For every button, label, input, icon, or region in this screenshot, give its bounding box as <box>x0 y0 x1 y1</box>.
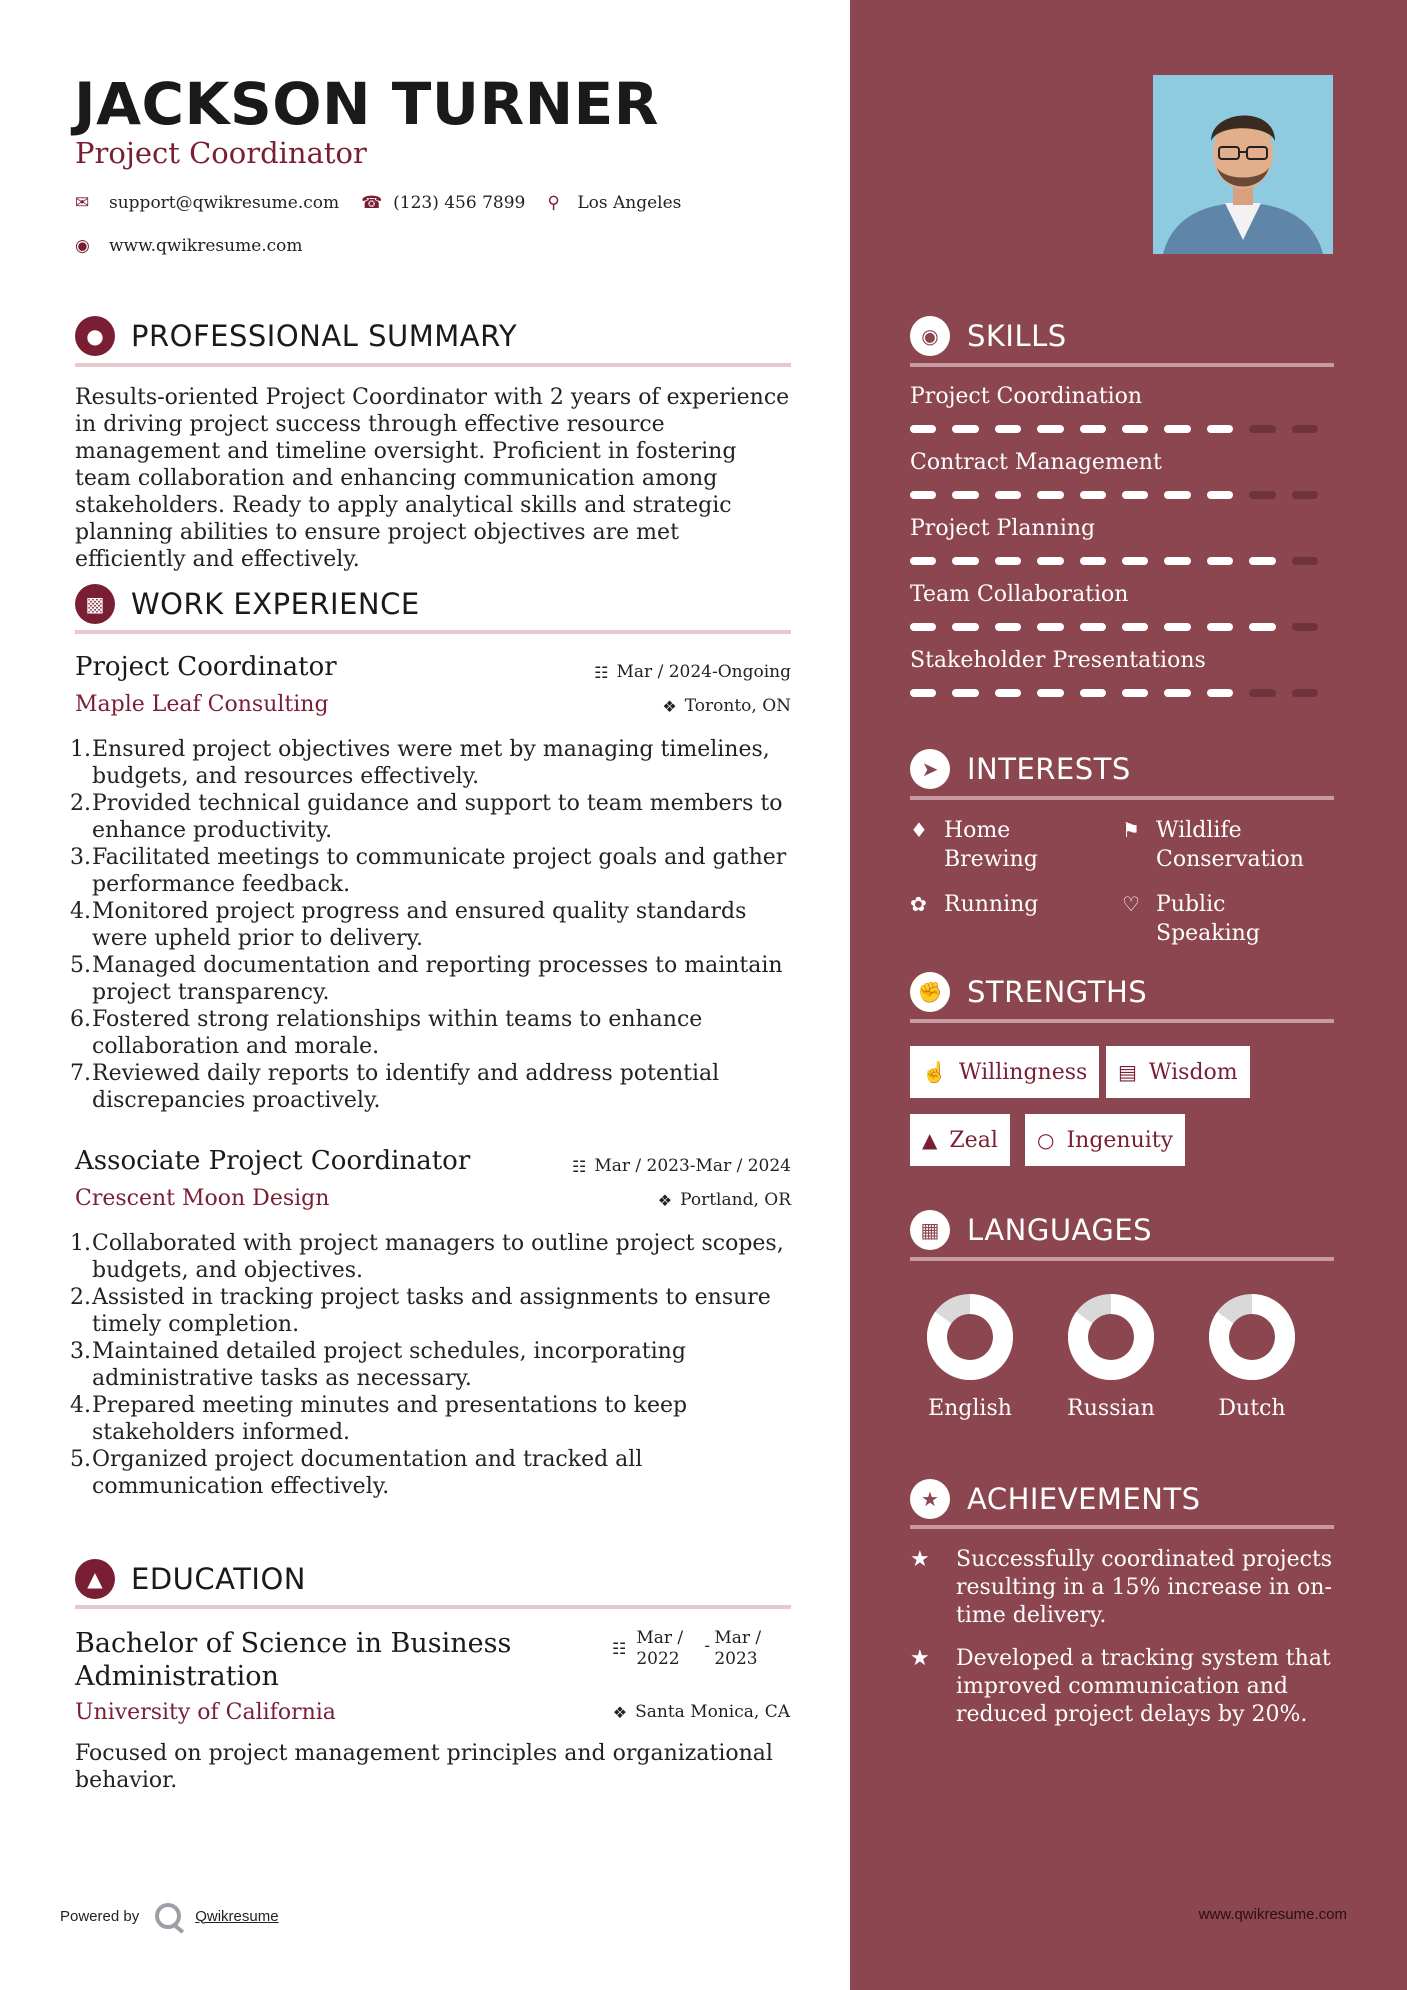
skill-rating-dot <box>1037 491 1063 499</box>
language-icon: ▦ <box>910 1210 950 1250</box>
list-item: 3. Facilitated meetings to communicate project goals and gather performance feedback. <box>70 845 787 897</box>
book-icon: ▤ <box>1118 1060 1137 1084</box>
lightbulb-icon: ○ <box>1037 1128 1055 1152</box>
skill-rating-dot <box>1080 491 1106 499</box>
skill-rating-dot <box>995 557 1021 565</box>
skill-rating-dot <box>995 623 1021 631</box>
skill-rating-dot <box>1080 425 1106 433</box>
fire-icon: ▲ <box>922 1128 938 1152</box>
interests-divider <box>910 796 1334 800</box>
strength-label: Ingenuity <box>1066 1127 1174 1153</box>
paper-plane-icon: ➤ <box>910 749 950 789</box>
list-item: 5. Organized project documentation and tracked all communication effectively. <box>70 1447 643 1499</box>
list-item: 7. Reviewed daily reports to identify and address potential discrepancies proactively. <box>70 1061 720 1113</box>
skill-name: Project Coordination <box>910 384 1143 409</box>
pin-icon: ❖ <box>657 1190 673 1210</box>
flag-icon: ⚑ <box>1122 818 1140 842</box>
experience-heading-label: WORK EXPERIENCE <box>131 587 420 621</box>
brand-link[interactable]: Qwikresume <box>195 1907 279 1925</box>
lightbulb-icon: ◉ <box>910 316 950 356</box>
achievements-heading-label: ACHIEVEMENTS <box>967 1482 1201 1516</box>
skill-rating-dot <box>1292 689 1318 697</box>
skill-item <box>910 582 1334 631</box>
language-name: English <box>928 1396 1012 1421</box>
school-location-text: Santa Monica, CA <box>635 1702 790 1722</box>
list-item: 2. Assisted in tracking project tasks and assignments to ensure timely completion. <box>70 1285 771 1337</box>
skill-rating-dot <box>1249 491 1275 499</box>
interest-label: Running <box>944 892 1039 917</box>
list-item: 1. Collaborated with project managers to outline project scopes, budgets, and objectives. <box>70 1231 784 1283</box>
interest-label: Home Brewing <box>944 818 1038 872</box>
job-title: Associate Project Coordinator <box>75 1146 471 1176</box>
contact-phone[interactable]: (123) 456 7899 <box>393 193 526 213</box>
sidebar <box>850 0 1407 1990</box>
languages-divider <box>910 1257 1334 1261</box>
skill-name: Contract Management <box>910 450 1162 475</box>
education-dates <box>612 1628 782 1670</box>
phone-icon: ☎ <box>361 193 383 213</box>
skill-rating-dot <box>1249 557 1275 565</box>
briefcase-icon: ▩ <box>75 584 115 624</box>
skill-rating <box>910 491 1334 499</box>
skill-rating-dot <box>952 689 978 697</box>
language-item <box>1182 1294 1322 1421</box>
skill-rating-dot <box>1122 623 1148 631</box>
list-item: 4. Prepared meeting minutes and presentations to keep stakeholders informed. <box>70 1393 688 1445</box>
contact-location: Los Angeles <box>577 193 682 213</box>
skill-rating-dot <box>1080 557 1106 565</box>
job-duties <box>70 736 800 1114</box>
experience-heading <box>75 584 420 624</box>
skill-item <box>910 516 1334 565</box>
skill-rating-dot <box>995 689 1021 697</box>
end-date-year: 2023 <box>714 1649 758 1669</box>
skill-rating-dot <box>1037 557 1063 565</box>
puzzle-icon: ♦ <box>910 818 928 842</box>
skill-rating-dot <box>910 623 936 631</box>
skill-rating-dot <box>1037 623 1063 631</box>
skill-rating-dot <box>910 689 936 697</box>
skill-item <box>910 384 1334 433</box>
skill-rating-dot <box>1164 689 1190 697</box>
skill-rating-dot <box>952 491 978 499</box>
skill-rating-dot <box>1249 623 1275 631</box>
skill-rating-dot <box>995 491 1021 499</box>
skill-name: Team Collaboration <box>910 582 1129 607</box>
interest-item <box>910 816 1110 874</box>
skill-rating-dot <box>1164 491 1190 499</box>
summary-heading <box>75 316 517 356</box>
skill-rating-dot <box>1292 623 1318 631</box>
interest-item <box>1122 816 1334 874</box>
skill-rating-dot <box>1249 689 1275 697</box>
paw-icon: ✿ <box>910 892 927 916</box>
pin-icon: ❖ <box>612 1702 628 1722</box>
envelope-icon: ✉ <box>75 193 90 213</box>
skill-rating-dot <box>1164 425 1190 433</box>
skill-rating-dot <box>952 557 978 565</box>
language-item <box>1041 1294 1181 1421</box>
start-date-month: Mar / <box>636 1628 684 1648</box>
contact-website[interactable]: www.qwikresume.com <box>109 236 303 256</box>
skill-rating <box>910 689 1334 697</box>
strength-badge <box>910 1046 1099 1098</box>
skill-name: Stakeholder Presentations <box>910 648 1206 673</box>
calendar-icon: ☷ <box>594 662 609 682</box>
interests-heading <box>910 749 1131 789</box>
list-item: 4. Monitored project progress and ensured quality standards were upheld prior to delivery. <box>70 899 747 951</box>
interests-heading-label: INTERESTS <box>967 752 1131 786</box>
job-location: Toronto, ON <box>684 696 791 716</box>
skills-divider <box>910 363 1334 367</box>
job-title: Project Coordinator <box>75 652 337 682</box>
achievements-divider <box>910 1525 1334 1529</box>
skill-rating-dot <box>1080 623 1106 631</box>
contact-row <box>75 193 703 213</box>
summary-text: Results-oriented Project Coordinator with 2 years of experience in driving project success through effective resource management and timeline oversight. Proficient in fostering team collaboration and enhancing communication among stakeholders. Ready to apply analytical skills and strategic planning abilities to ensure project objectives are met efficiently and effectively. <box>75 385 790 572</box>
strengths-heading-label: STRENGTHS <box>967 975 1148 1009</box>
achievement-text: Successfully coordinated projects resulting in a 15% increase in on-time delivery. <box>956 1547 1333 1628</box>
language-level-ring <box>1068 1294 1154 1380</box>
calendar-icon: ☷ <box>612 1639 627 1658</box>
graduation-icon: ▲ <box>75 1559 115 1599</box>
skill-rating-dot <box>1292 557 1318 565</box>
interest-label: Wildlife Conservation <box>1156 818 1304 872</box>
star-hand-icon: ★ <box>910 1547 930 1572</box>
strengths-divider <box>910 1019 1334 1023</box>
contact-row-website <box>75 236 303 256</box>
skill-rating <box>910 623 1334 631</box>
calendar-icon: ☷ <box>571 1156 587 1176</box>
job-dates: Mar / 2024-Ongoing <box>616 662 791 682</box>
job-dates: Mar / 2023-Mar / 2024 <box>594 1156 791 1176</box>
skill-rating-dot <box>1207 425 1233 433</box>
summary-heading-label: PROFESSIONAL SUMMARY <box>131 319 518 353</box>
skill-rating <box>910 425 1334 433</box>
languages-heading-label: LANGUAGES <box>967 1213 1153 1247</box>
list-item: 2. Provided technical guidance and support to team members to enhance productivity. <box>70 791 783 843</box>
map-marker-icon: ⚲ <box>547 193 560 213</box>
skill-rating-dot <box>1207 557 1233 565</box>
skill-rating-dot <box>1080 689 1106 697</box>
language-name: Dutch <box>1218 1396 1286 1421</box>
strength-badge <box>1025 1114 1185 1166</box>
list-item: 6. Fostered strong relationships within teams to enhance collaboration and morale. <box>70 1007 703 1059</box>
user-icon: ● <box>75 316 115 356</box>
strengths-heading <box>910 972 1147 1012</box>
list-item: 3. Maintained detailed project schedules, incorporating administrative tasks as necessary. <box>70 1339 686 1391</box>
job-duties <box>70 1230 800 1500</box>
languages-heading <box>910 1210 1152 1250</box>
list-item: 5. Managed documentation and reporting processes to maintain project transparency. <box>70 953 783 1005</box>
skill-rating-dot <box>1292 425 1318 433</box>
strength-label: Zeal <box>949 1127 998 1153</box>
fist-icon: ✊ <box>910 972 950 1012</box>
start-date-year: 2022 <box>636 1649 680 1669</box>
language-name: Russian <box>1067 1396 1155 1421</box>
footer-url[interactable]: www.qwikresume.com <box>1198 1906 1347 1923</box>
skill-rating-dot <box>1207 623 1233 631</box>
skill-rating-dot <box>1292 491 1318 499</box>
job-location: Portland, OR <box>680 1190 791 1210</box>
date-separator: - <box>704 1636 711 1656</box>
heartbeat-icon: ♡ <box>1122 892 1140 916</box>
skills-heading-label: SKILLS <box>967 319 1067 353</box>
skill-rating-dot <box>1122 425 1148 433</box>
globe-icon: ◉ <box>75 236 90 256</box>
strength-badge <box>1106 1046 1250 1098</box>
skill-rating-dot <box>1122 491 1148 499</box>
skill-rating-dot <box>1122 557 1148 565</box>
candidate-title: Project Coordinator <box>75 136 367 170</box>
education-heading <box>75 1559 306 1599</box>
skill-rating-dot <box>952 425 978 433</box>
skill-rating-dot <box>910 557 936 565</box>
skill-rating-dot <box>1037 689 1063 697</box>
achievements-heading <box>910 1479 1201 1519</box>
skill-rating-dot <box>1164 557 1190 565</box>
summary-divider <box>75 363 791 367</box>
skill-item <box>910 450 1334 499</box>
star-icon: ★ <box>910 1479 950 1519</box>
skill-rating-dot <box>1207 491 1233 499</box>
strength-label: Willingness <box>958 1059 1088 1085</box>
skill-rating-dot <box>1037 425 1063 433</box>
education-heading-label: EDUCATION <box>131 1562 307 1596</box>
job-company: Crescent Moon Design <box>75 1186 330 1211</box>
skills-heading <box>910 316 1067 356</box>
skill-rating-dot <box>1164 623 1190 631</box>
candidate-name: JACKSON TURNER <box>74 70 659 138</box>
skill-rating-dot <box>910 491 936 499</box>
skill-rating-dot <box>1207 689 1233 697</box>
skill-rating-dot <box>952 623 978 631</box>
interest-label: Public Speaking <box>1156 892 1260 946</box>
skill-rating-dot <box>1122 689 1148 697</box>
list-item: 1. Ensured project objectives were met by managing timelines, budgets, and resources effectively. <box>70 737 770 789</box>
interest-item <box>910 890 1110 919</box>
contact-email[interactable]: support@qwikresume.com <box>109 193 340 213</box>
experience-divider <box>75 630 791 634</box>
skill-rating-dot <box>1249 425 1275 433</box>
achievement-item <box>910 1645 1340 1729</box>
skill-rating-dot <box>995 425 1021 433</box>
education-divider <box>75 1605 791 1609</box>
profile-photo <box>1153 75 1333 254</box>
school-location <box>613 1702 790 1722</box>
qwikresume-logo-icon <box>155 1903 181 1929</box>
skill-rating-dot <box>910 425 936 433</box>
end-date-month: Mar / <box>714 1628 762 1648</box>
school-name: University of California <box>75 1700 336 1725</box>
powered-by-label: Powered by <box>60 1907 140 1925</box>
strength-badge <box>910 1114 1010 1166</box>
star-hand-icon: ★ <box>910 1646 930 1671</box>
language-level-ring <box>927 1294 1013 1380</box>
skill-item <box>910 648 1334 697</box>
skill-rating <box>910 557 1334 565</box>
achievement-item <box>910 1546 1340 1630</box>
job-company: Maple Leaf Consulting <box>75 692 329 717</box>
achievement-text: Developed a tracking system that improved communication and reduced project delays by 20%. <box>956 1646 1331 1727</box>
strength-label: Wisdom <box>1148 1059 1238 1085</box>
degree-title: Bachelor of Science in Business Administration <box>75 1628 512 1692</box>
powered-by <box>60 1903 279 1929</box>
language-item <box>900 1294 1040 1421</box>
thumbs-up-icon: ☝ <box>922 1060 947 1084</box>
language-level-ring <box>1209 1294 1295 1380</box>
skill-name: Project Planning <box>910 516 1096 541</box>
interest-item <box>1122 890 1334 948</box>
pin-icon: ❖ <box>662 696 677 716</box>
education-description: Focused on project management principles and organizational behavior. <box>75 1741 773 1793</box>
